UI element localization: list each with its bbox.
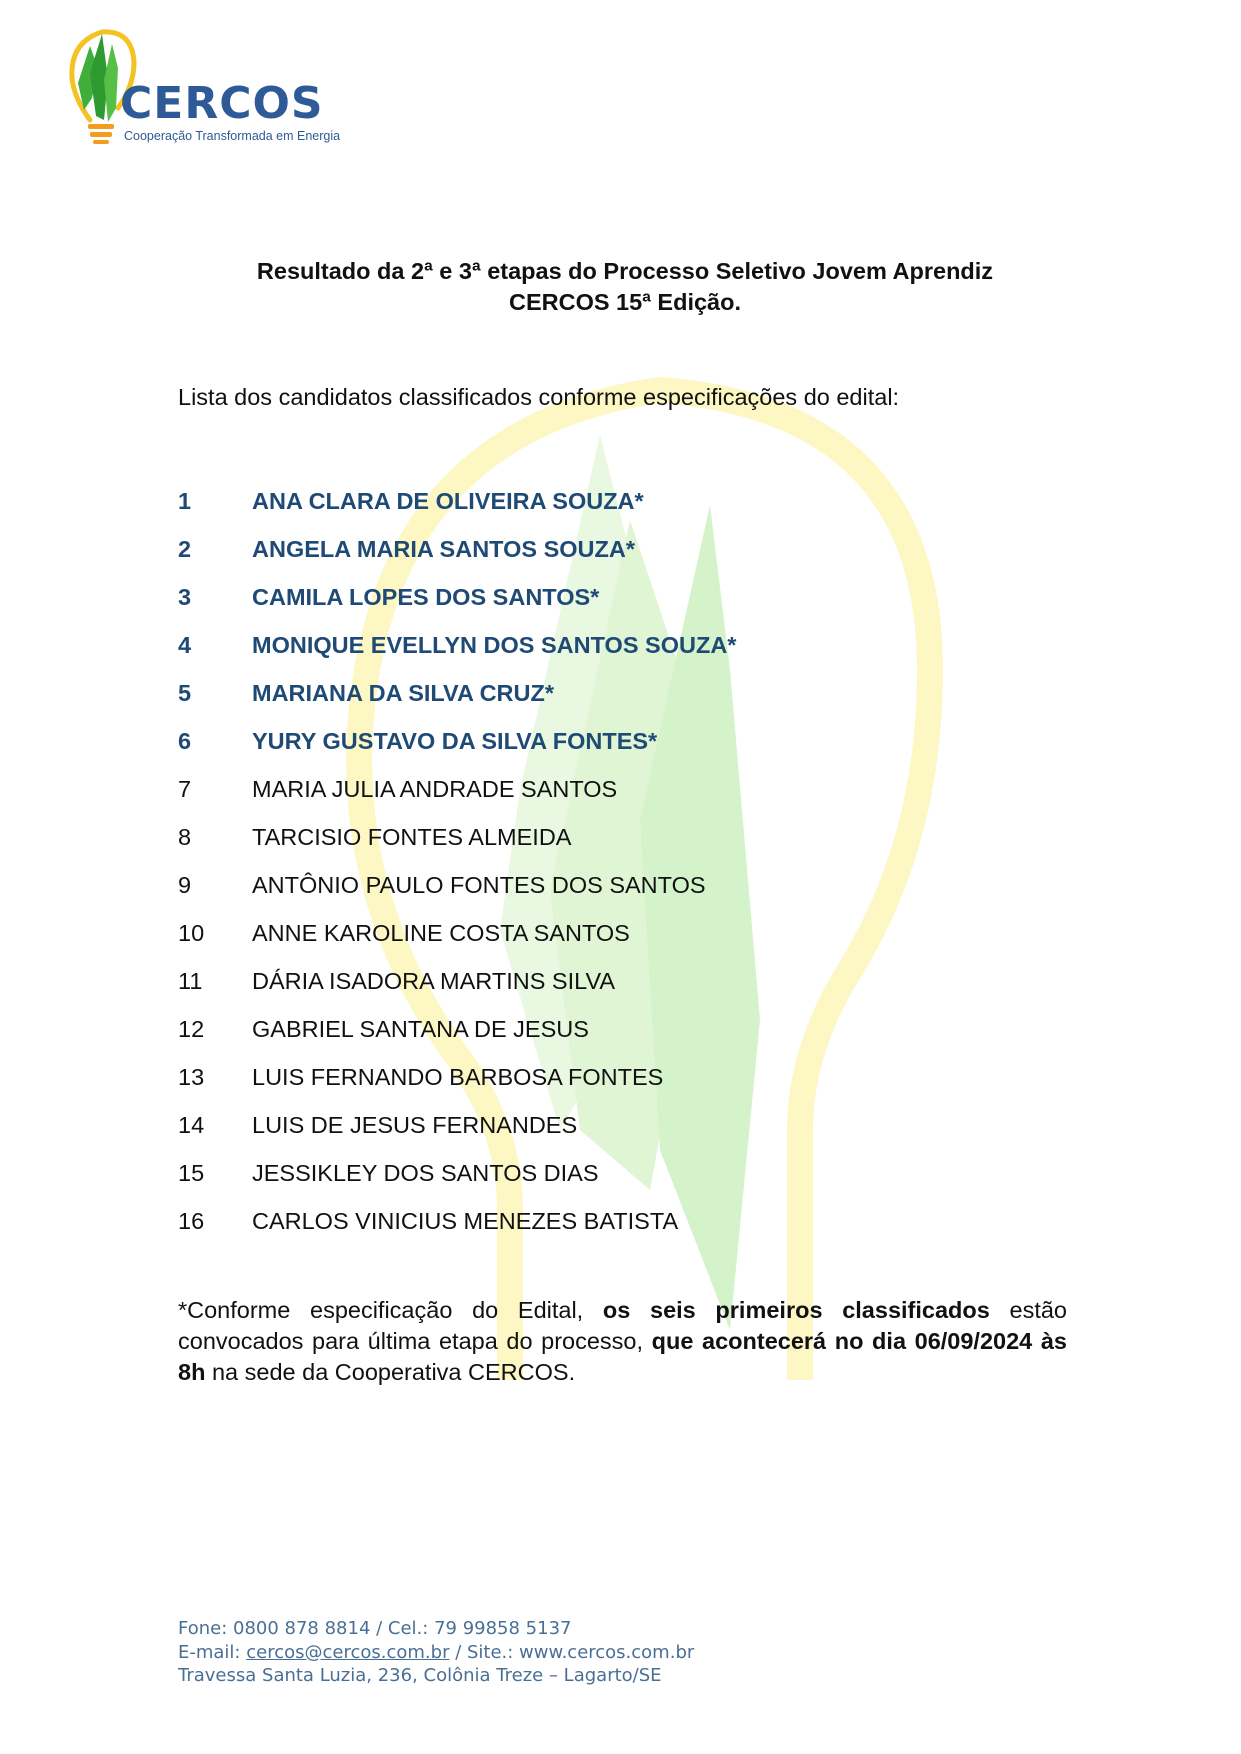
candidate-name: MARIANA DA SILVA CRUZ* bbox=[252, 679, 555, 706]
title-line-2: CERCOS 15ª Edição. bbox=[508, 289, 742, 315]
candidate-number: 16 bbox=[178, 1207, 205, 1234]
candidate-number: 14 bbox=[178, 1111, 205, 1138]
logo-name: CERCOS bbox=[120, 78, 324, 129]
list-item bbox=[178, 669, 736, 717]
footer-email-line bbox=[178, 1641, 694, 1665]
candidate-number: 15 bbox=[178, 1159, 205, 1186]
candidate-name: ANGELA MARIA SANTOS SOUZA* bbox=[252, 535, 635, 562]
candidate-name: DÁRIA ISADORA MARTINS SILVA bbox=[252, 967, 616, 994]
list-item bbox=[178, 1101, 736, 1149]
candidate-list bbox=[178, 477, 736, 1245]
intro-text: Lista dos candidatos classificados conforme especificações do edital: bbox=[178, 384, 900, 410]
list-item bbox=[178, 1005, 736, 1053]
note-bold-1: os seis primeiros classificados bbox=[602, 1297, 990, 1323]
candidate-number: 8 bbox=[178, 823, 192, 850]
footer-site: / Site.: www.cercos.com.br bbox=[449, 1641, 695, 1663]
list-item bbox=[178, 573, 736, 621]
note-part-2: estão convocados para última etapa do processo, bbox=[178, 1297, 1067, 1354]
candidate-number: 7 bbox=[178, 775, 192, 802]
candidate-name: CARLOS VINICIUS MENEZES BATISTA bbox=[252, 1207, 679, 1234]
note-part-1: *Conforme especificação do Edital, bbox=[178, 1297, 603, 1323]
candidate-name: ANTÔNIO PAULO FONTES DOS SANTOS bbox=[252, 871, 706, 898]
list-item bbox=[178, 765, 736, 813]
candidate-name: ANA CLARA DE OLIVEIRA SOUZA* bbox=[252, 487, 644, 514]
candidate-name: MONIQUE EVELLYN DOS SANTOS SOUZA* bbox=[252, 631, 737, 658]
candidate-name: LUIS FERNANDO BARBOSA FONTES bbox=[252, 1063, 664, 1090]
candidate-name: TARCISIO FONTES ALMEIDA bbox=[252, 823, 572, 850]
candidate-name: CAMILA LOPES DOS SANTOS* bbox=[252, 583, 600, 610]
note-part-3: na sede da Cooperativa CERCOS. bbox=[205, 1359, 576, 1385]
footer-email-label: E-mail: bbox=[178, 1641, 247, 1663]
candidate-name: MARIA JULIA ANDRADE SANTOS bbox=[252, 775, 618, 802]
candidate-number: 3 bbox=[178, 583, 192, 610]
footer-email-link[interactable]: cercos@cercos.com.br bbox=[246, 1641, 450, 1663]
candidate-name: ANNE KAROLINE COSTA SANTOS bbox=[252, 919, 630, 946]
candidate-number: 5 bbox=[178, 679, 192, 706]
list-item bbox=[178, 1053, 736, 1101]
candidate-number: 12 bbox=[178, 1015, 205, 1042]
candidate-name: LUIS DE JESUS FERNANDES bbox=[252, 1111, 578, 1138]
candidate-number: 2 bbox=[178, 535, 192, 562]
candidate-name: JESSIKLEY DOS SANTOS DIAS bbox=[252, 1159, 599, 1186]
candidate-number: 9 bbox=[178, 871, 192, 898]
document-title bbox=[180, 256, 1070, 318]
list-item bbox=[178, 813, 736, 861]
note-bold-2: que acontecerá no dia 06/09/2024 às 8h bbox=[178, 1328, 1067, 1385]
list-item bbox=[178, 1149, 736, 1197]
list-item bbox=[178, 861, 736, 909]
candidate-name: YURY GUSTAVO DA SILVA FONTES* bbox=[252, 727, 658, 754]
list-item bbox=[178, 621, 736, 669]
list-item bbox=[178, 957, 736, 1005]
candidate-number: 1 bbox=[178, 487, 192, 514]
convocation-note bbox=[178, 1295, 1067, 1388]
candidate-number: 6 bbox=[178, 727, 192, 754]
footer-contact bbox=[178, 1617, 694, 1688]
list-item bbox=[178, 909, 736, 957]
list-item bbox=[178, 525, 736, 573]
candidate-number: 11 bbox=[178, 967, 203, 994]
title-line-1: Resultado da 2ª e 3ª etapas do Processo Seletivo Jovem Aprendiz bbox=[256, 258, 994, 284]
candidate-number: 4 bbox=[178, 631, 192, 658]
list-item bbox=[178, 717, 736, 765]
candidate-number: 13 bbox=[178, 1063, 205, 1090]
candidate-number: 10 bbox=[178, 919, 205, 946]
list-item bbox=[178, 1197, 736, 1245]
list-item bbox=[178, 477, 736, 525]
footer-phone: Fone: 0800 878 8814 / Cel.: 79 99858 5137 bbox=[178, 1618, 572, 1639]
logo-tagline: Cooperação Transformada em Energia bbox=[124, 129, 341, 143]
candidate-name: GABRIEL SANTANA DE JESUS bbox=[252, 1015, 589, 1042]
footer-address: Travessa Santa Luzia, 236, Colônia Treze – Lagarto/SE bbox=[178, 1665, 662, 1686]
cercos-logo bbox=[68, 28, 348, 146]
